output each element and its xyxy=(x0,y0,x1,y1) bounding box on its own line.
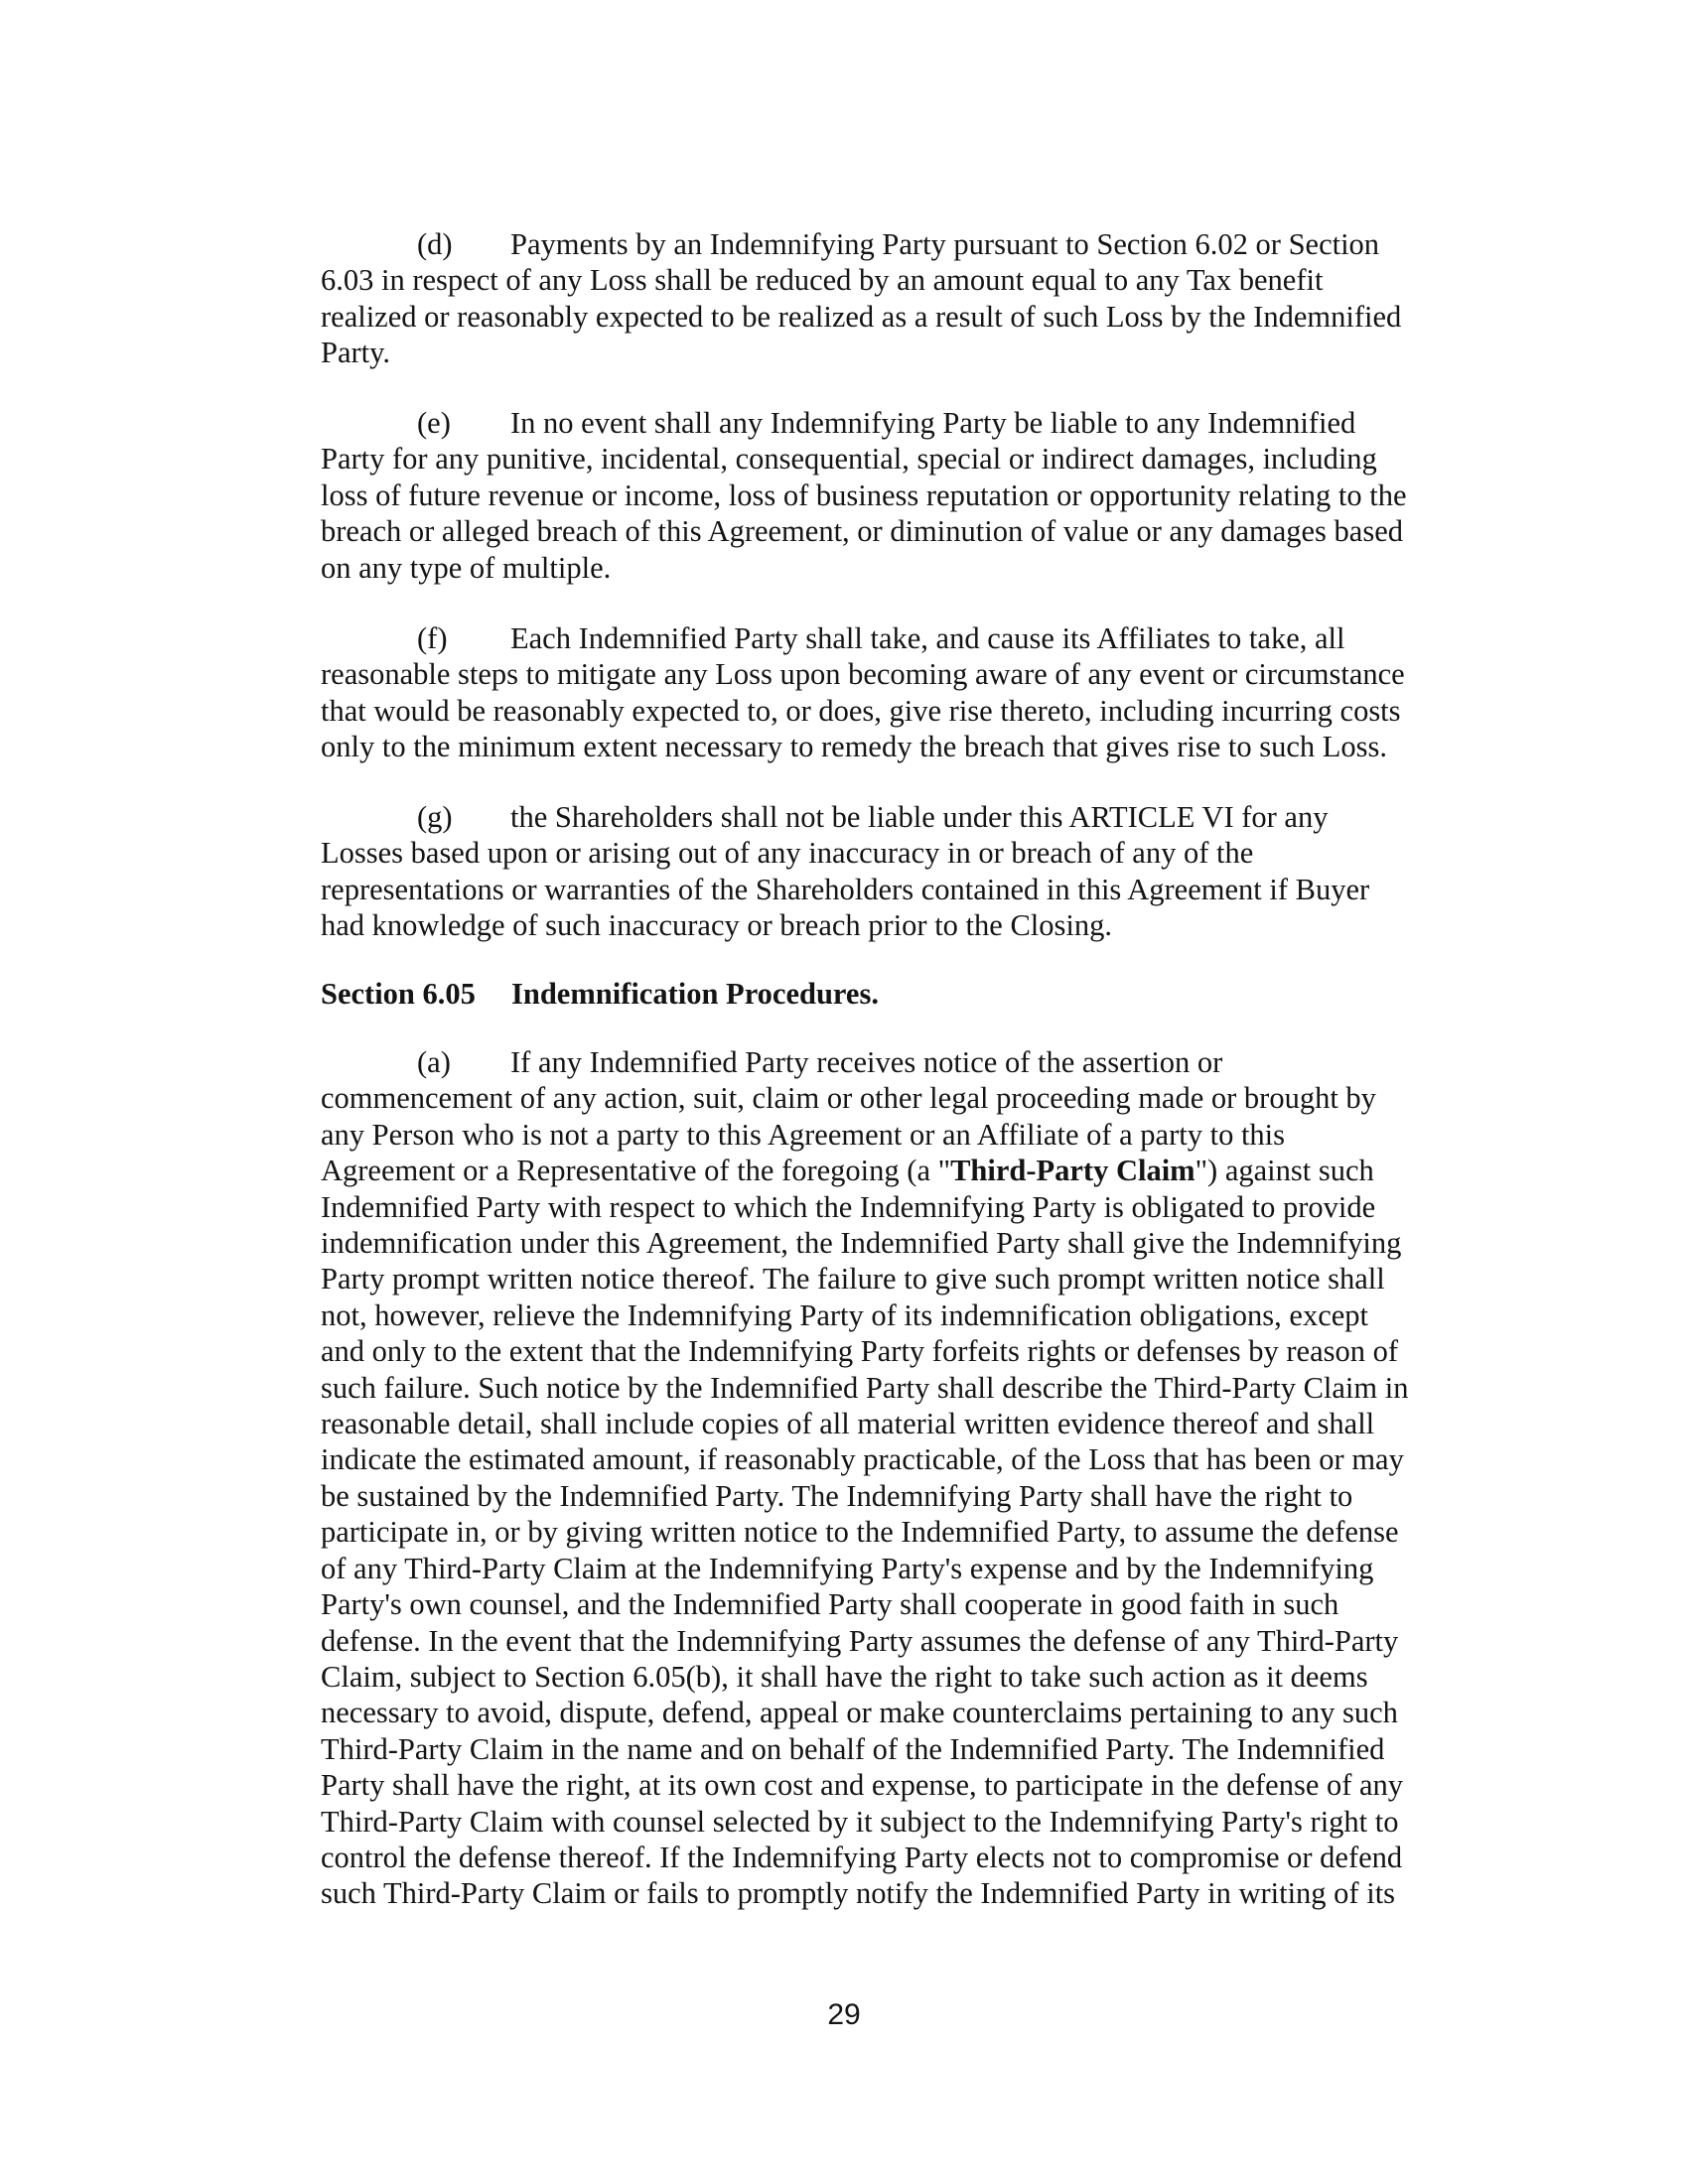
paragraph-line: had knowledge of such inaccuracy or breach prior to the Closing. xyxy=(321,908,1112,943)
paragraph-line: indemnification under this Agreement, the Indemnified Party shall give the Indemnifying xyxy=(321,1226,1402,1261)
paragraph-line: (e) In no event shall any Indemnifying Party be liable to any Indemnified xyxy=(417,406,1356,440)
paragraph-line: reasonable detail, shall include copies of all material written evidence thereof and shall xyxy=(321,1407,1375,1441)
paragraph-line: Losses based upon or arising out of any inaccuracy in or breach of any of the xyxy=(321,836,1254,871)
paragraph-line: Third-Party Claim in the name and on behalf of the Indemnified Party. The Indemnified xyxy=(321,1731,1385,1766)
section-heading xyxy=(321,976,879,1012)
paragraph-marker: (e) xyxy=(417,406,451,440)
paragraph-line: only to the minimum extent necessary to remedy the breach that gives rise to such Loss. xyxy=(321,730,1388,764)
paragraph-line: that would be reasonably expected to, or does, give rise thereto, including incurring costs xyxy=(321,693,1401,728)
paragraph-marker: (g) xyxy=(417,800,453,834)
paragraph-f xyxy=(321,620,1463,765)
paragraph-marker: (d) xyxy=(417,227,453,261)
page-number: 29 xyxy=(827,1998,861,2031)
paragraph-line: such failure. Such notice by the Indemnified Party shall describe the Third-Party Claim in xyxy=(321,1370,1409,1405)
paragraph-line: reasonable steps to mitigate any Loss upon becoming aware of any event or circumstance xyxy=(321,657,1405,692)
paragraph-line: participate in, or by giving written notice to the Indemnified Party, to assume the defense xyxy=(321,1515,1399,1550)
paragraph-line: and only to the extent that the Indemnifying Party forfeits rights or defenses by reason of xyxy=(321,1334,1399,1369)
paragraph-line: (f) Each Indemnified Party shall take, and cause its Affiliates to take, all xyxy=(417,621,1345,655)
paragraph-g xyxy=(321,799,1463,944)
section-number: Section 6.05 xyxy=(321,977,476,1011)
paragraph-line: on any type of multiple. xyxy=(321,550,612,585)
paragraph-line: Party shall have the right, at its own cost and expense, to participate in the defense of any xyxy=(321,1768,1404,1803)
paragraph-line: representations or warranties of the Shareholders contained in this Agreement if Buyer xyxy=(321,872,1370,906)
paragraph-line: Agreement or a Representative of the foregoing (a "Third-Party Claim") against such xyxy=(321,1154,1374,1188)
paragraph-line: commencement of any action, suit, claim or other legal proceeding made or brought by xyxy=(321,1081,1376,1116)
paragraph-line: Third-Party Claim with counsel selected by it subject to the Indemnifying Party's right to xyxy=(321,1804,1399,1839)
paragraph-marker: (f) xyxy=(417,621,448,655)
paragraph-line: (a) If any Indemnified Party receives notice of the assertion or xyxy=(417,1045,1223,1079)
paragraph-line: indicate the estimated amount, if reasonably practicable, of the Loss that has been or may xyxy=(321,1442,1404,1477)
paragraph-line: Party prompt written notice thereof. The failure to give such prompt written notice shall xyxy=(321,1262,1385,1297)
paragraph-line: of any Third-Party Claim at the Indemnifying Party's expense and by the Indemnifying xyxy=(321,1551,1374,1585)
paragraph-line: necessary to avoid, dispute, defend, appeal or make counterclaims pertaining to any such xyxy=(321,1696,1398,1730)
paragraph-line: realized or reasonably expected to be realized as a result of such Loss by the Indemnified xyxy=(321,299,1402,334)
paragraph-line: such Third-Party Claim or fails to promptly notify the Indemnified Party in writing of its xyxy=(321,1876,1396,1911)
paragraph-line: Claim, subject to Section 6.05(b), it shall have the right to take such action as it deems xyxy=(321,1659,1368,1694)
paragraph-line: 6.03 in respect of any Loss shall be reduced by an amount equal to any Tax benefit xyxy=(321,263,1324,298)
paragraph-line: Party for any punitive, incidental, consequential, special or indirect damages, including xyxy=(321,442,1377,477)
paragraph-line: not, however, relieve the Indemnifying Party of its indemnification obligations, except xyxy=(321,1297,1368,1332)
paragraph-line: Party's own counsel, and the Indemnified Party shall cooperate in good faith in such xyxy=(321,1587,1339,1622)
paragraph-line: Indemnified Party with respect to which the Indemnifying Party is obligated to provide xyxy=(321,1189,1376,1224)
section-title: Indemnification Procedures. xyxy=(511,977,879,1011)
paragraph-marker: (a) xyxy=(417,1045,451,1079)
paragraph-line: (g) the Shareholders shall not be liable under this ARTICLE VI for any xyxy=(417,800,1329,834)
defined-term-third-party-claim: Third-Party Claim xyxy=(950,1154,1196,1188)
paragraph-line: (d) Payments by an Indemnifying Party pursuant to Section 6.02 or Section xyxy=(417,227,1380,261)
paragraph-d xyxy=(321,226,1463,371)
paragraph-line: control the defense thereof. If the Indemnifying Party elects not to compromise or defend xyxy=(321,1840,1403,1874)
paragraph-line: loss of future revenue or income, loss of business reputation or opportunity relating to the xyxy=(321,478,1407,512)
paragraph-line: breach or alleged breach of this Agreement, or diminution of value or any damages based xyxy=(321,514,1403,549)
paragraph-line: Party. xyxy=(321,336,391,370)
paragraph-line: be sustained by the Indemnified Party. The Indemnifying Party shall have the right to xyxy=(321,1478,1353,1513)
paragraph-6-05-a xyxy=(321,1044,1463,1912)
paragraph-line: any Person who is not a party to this Agreement or an Affiliate of a party to this xyxy=(321,1117,1286,1152)
paragraph-e xyxy=(321,405,1463,586)
paragraph-line: defense. In the event that the Indemnifying Party assumes the defense of any Third-Party xyxy=(321,1623,1399,1658)
